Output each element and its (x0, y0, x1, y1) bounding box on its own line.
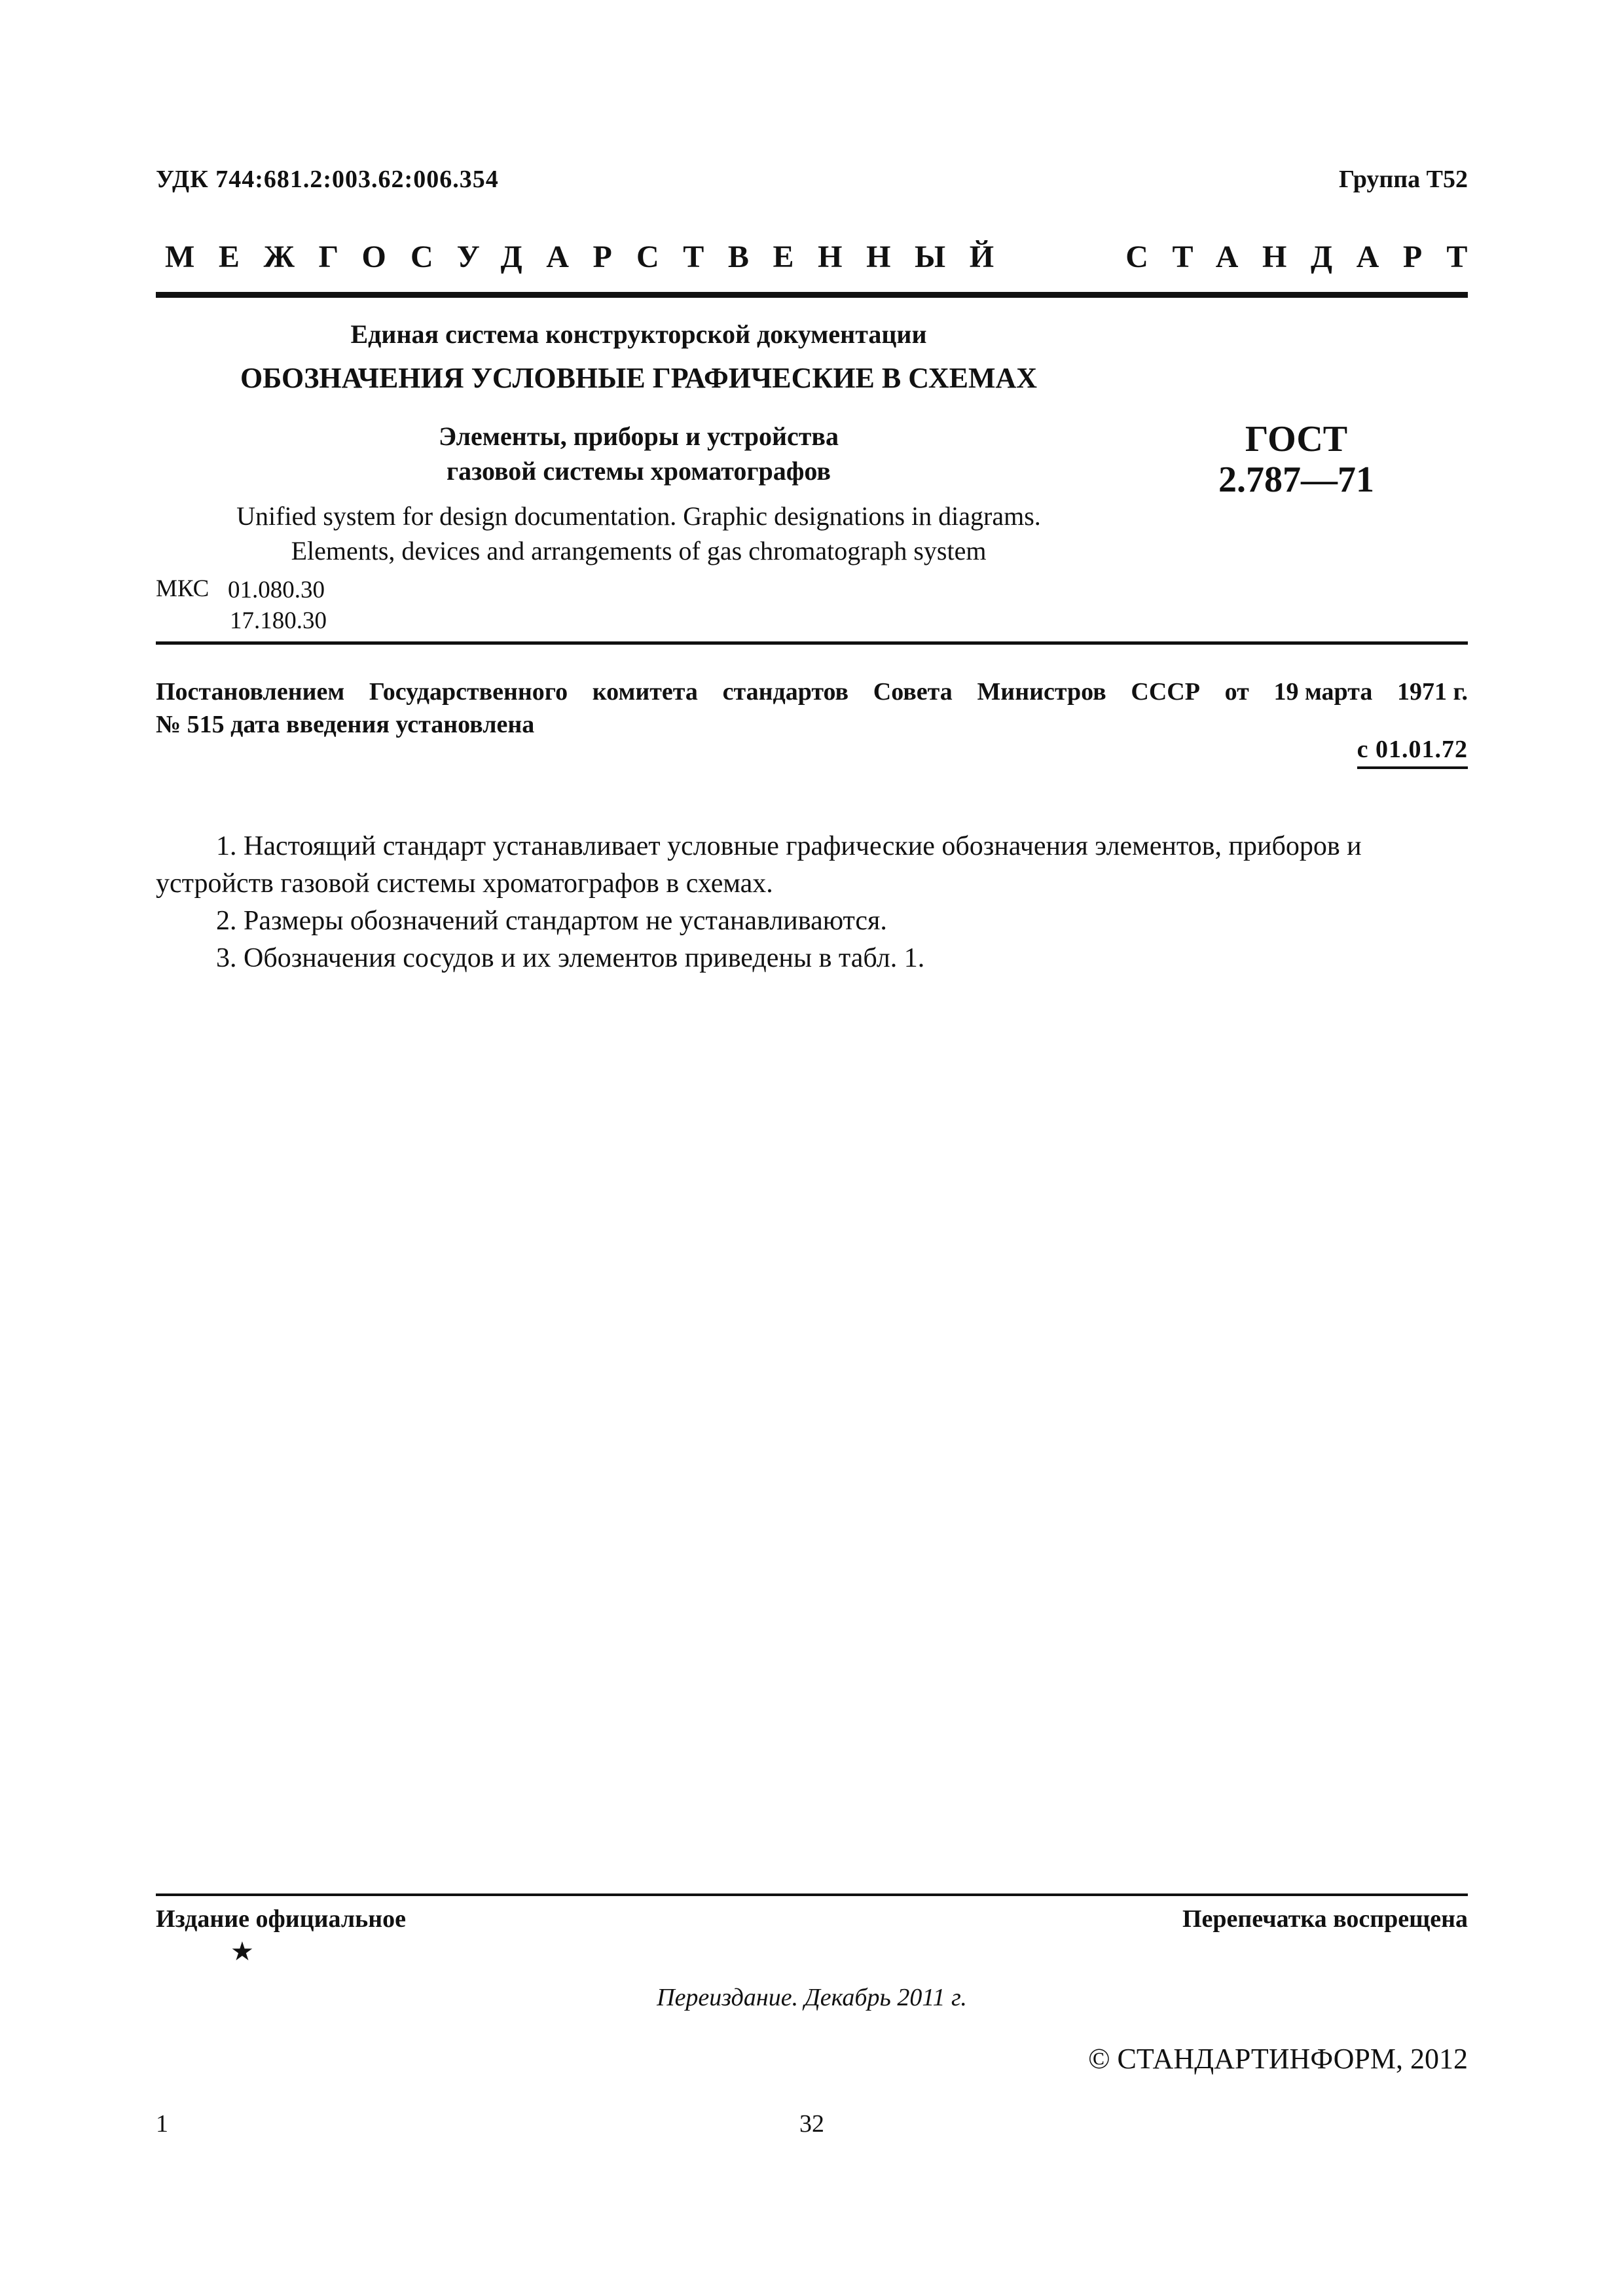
title-block-divider (156, 641, 1468, 645)
english-title-line-2: Elements, devices and arrangements of gas chromatograph system (291, 536, 987, 565)
gost-designation (1178, 419, 1414, 500)
decree-statement (156, 675, 1468, 741)
reprint-prohibited: Перепечатка воспрещена (1182, 1905, 1468, 1933)
page-number: 32 (799, 2110, 824, 2138)
decree-word: 1971 г. (1397, 678, 1468, 706)
subtitle-line-2: газовой системы хроматографов (446, 456, 831, 486)
mks-codes (228, 575, 327, 636)
decree-word: Государственного (369, 678, 568, 706)
document-title: ОБОЗНАЧЕНИЯ УСЛОВНЫЕ ГРАФИЧЕСКИЕ В СХЕМАХ (240, 362, 1038, 394)
clause-3: 3. Обозначения сосудов и их элементов приведены в табл. 1. (216, 943, 925, 973)
banner-word-standard: СТАНДАРТ (1125, 240, 1491, 274)
star-icon: ★ (230, 1937, 254, 1966)
gost-number: 2.787—71 (1218, 459, 1374, 500)
reissue-note: Переиздание. Декабрь 2011 г. (657, 1984, 967, 2011)
clause-1: 1. Настоящий стандарт устанавливает условные графические обозначения элементов, приборов и устройств газовой системы хроматографов в схемах. (156, 831, 1362, 899)
header-divider (156, 292, 1468, 298)
gost-label: ГОСТ (1245, 419, 1348, 459)
banner-word-interstate: МЕЖГОСУДАРСТВЕННЫЙ (165, 240, 1018, 274)
footer-divider (156, 1893, 1468, 1896)
mks-code-2: 17.180.30 (230, 607, 327, 634)
decree-word: Министров (977, 678, 1106, 706)
decree-word: 19 марта (1273, 678, 1373, 706)
decree-word: от (1224, 678, 1249, 706)
decree-line-1 (156, 675, 1468, 708)
eskd-system-name: Единая система конструкторской документации (350, 319, 927, 349)
decree-word: стандартов (722, 678, 849, 706)
effective-date: с 01.01.72 (1357, 735, 1468, 769)
decree-word: комитета (592, 678, 698, 706)
document-subtitle (156, 419, 1122, 488)
decree-word: СССР (1131, 678, 1200, 706)
decree-word: Постановлением (156, 678, 345, 706)
sheet-index: 1 (156, 2110, 168, 2138)
subtitle-line-1: Элементы, приборы и устройства (438, 422, 839, 451)
official-edition: Издание официальное (156, 1905, 407, 1933)
clause-2: 2. Размеры обозначений стандартом не устанавливаются. (216, 906, 887, 936)
copyright: © СТАНДАРТИНФОРМ, 2012 (1088, 2043, 1468, 2075)
standard-body (156, 828, 1468, 977)
mks-label: МКС (156, 575, 210, 602)
group-code: Группа Т52 (1338, 166, 1468, 193)
standard-banner (165, 239, 1491, 275)
decree-word: Совета (873, 678, 953, 706)
english-title (156, 499, 1122, 568)
udk-code: УДК 744:681.2:003.62:006.354 (156, 166, 499, 193)
mks-code-1: 01.080.30 (228, 577, 325, 603)
english-title-line-1: Unified system for design documentation. Graphic designations in diagrams. (236, 501, 1041, 531)
decree-line-2: № 515 дата введения установлена (156, 711, 535, 738)
